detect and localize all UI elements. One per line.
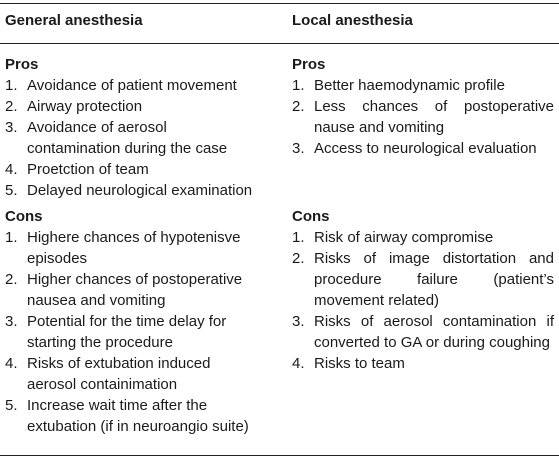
local-cons-list (292, 227, 554, 374)
general-cons-section (5, 208, 285, 437)
list-item: 1. Highere chances of hypotenisve episodes (5, 229, 241, 267)
list-item: 1. Avoidance of patient movement (5, 77, 237, 94)
list-item: 3. Avoidance of aerosol contamination during the case (5, 119, 228, 157)
local-cons-title: Cons (292, 208, 330, 225)
list-item: 5. Increase wait time after the extubation (if in neuroangio suite) (5, 397, 249, 435)
list-item: 1. Risk of airway compromise (292, 229, 494, 246)
column-header-local: Local anesthesia (292, 12, 413, 29)
local-pros-section (292, 56, 554, 159)
list-item: 2. Less chances of postoperative nause and vomiting (292, 98, 554, 136)
list-item: 4. Risks to team (292, 355, 405, 372)
list-item: 2. Risks of image distortation and procedure failure (patient’s movement related) (292, 250, 554, 309)
list-item: 1. Better haemodynamic profile (292, 77, 505, 94)
general-pros-section (5, 56, 285, 201)
list-item: 2. Higher chances of postoperative nausea and vomiting (5, 271, 243, 309)
list-item: 2. Airway protection (5, 98, 143, 115)
list-item: 3. Access to neurological evaluation (292, 140, 537, 157)
local-pros-list (292, 75, 554, 159)
general-pros-list (5, 75, 285, 201)
general-pros-title: Pros (5, 56, 39, 73)
general-cons-list (5, 227, 260, 437)
list-item: 4. Proetction of team (5, 161, 149, 178)
column-header-general: General anesthesia (5, 12, 143, 29)
local-cons-section (292, 208, 554, 374)
local-anesthesia-column (292, 0, 554, 460)
list-item: 3. Risks of aerosol contamination if converted to GA or during coughing (292, 313, 554, 351)
general-anesthesia-column (5, 0, 285, 460)
local-pros-title: Pros (292, 56, 326, 73)
list-item: 4. Risks of extubation induced aerosol containimation (5, 355, 211, 393)
general-cons-title: Cons (5, 208, 43, 225)
list-item: 5. Delayed neurological examination (5, 182, 253, 199)
list-item: 3. Potential for the time delay for starting the procedure (5, 313, 227, 351)
